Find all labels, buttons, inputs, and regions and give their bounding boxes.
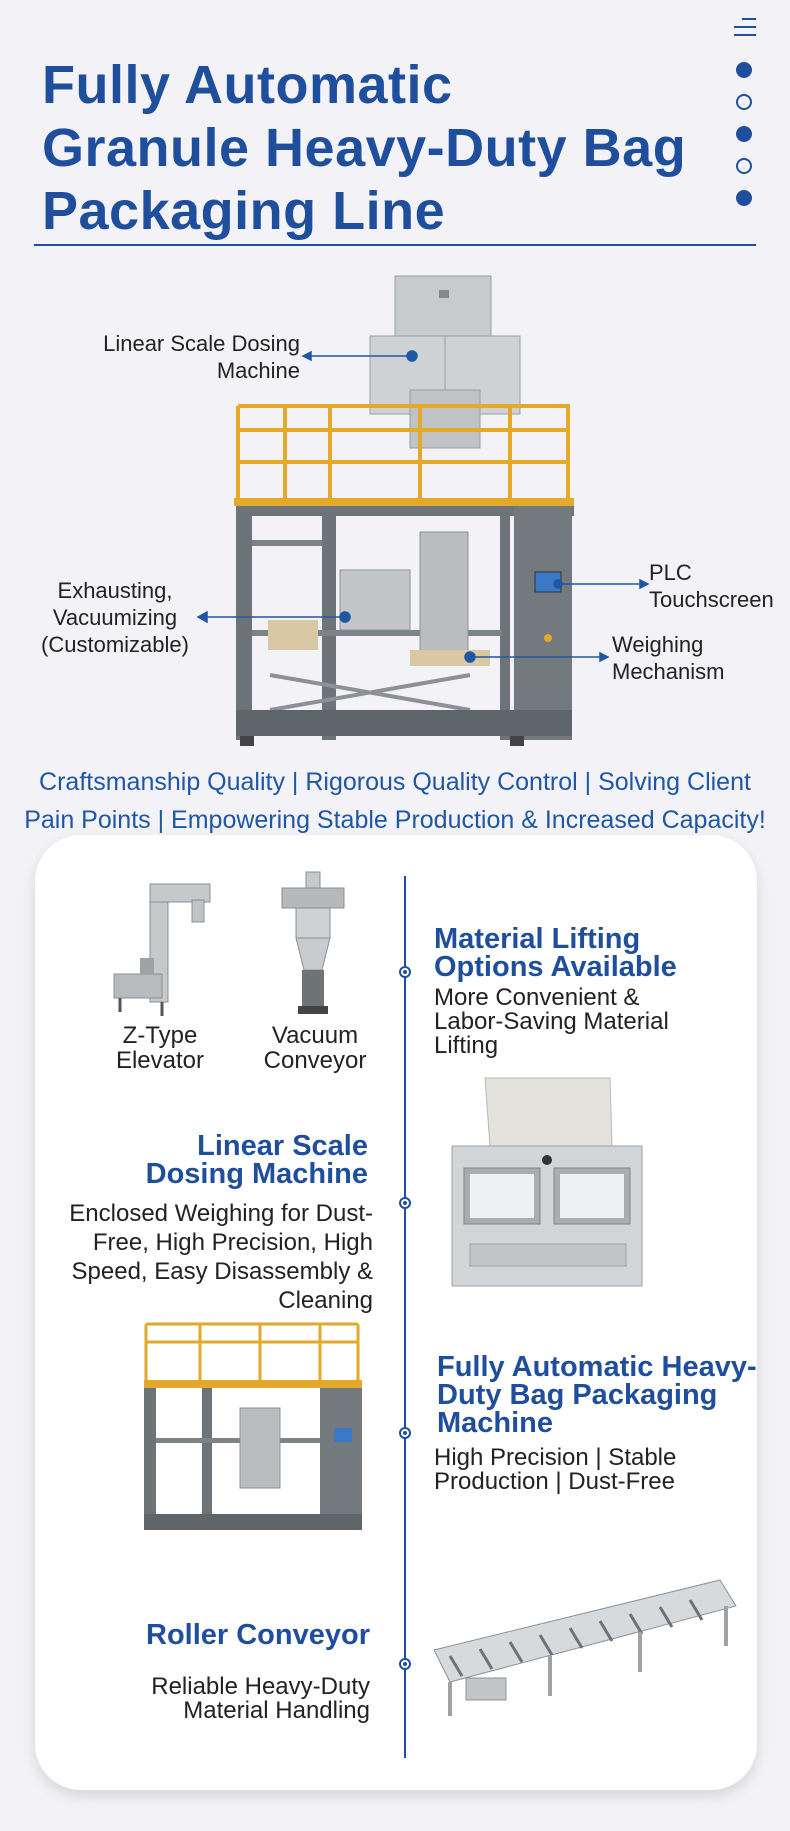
title-line: Machine: [437, 1407, 554, 1439]
callout-line: Weighing: [612, 632, 704, 657]
title-line: Duty Bag Packaging: [437, 1379, 718, 1411]
desc-line: Speed, Easy Disassembly &: [71, 1258, 373, 1285]
z-type-elevator-label: [100, 1023, 220, 1073]
slogan: [0, 763, 790, 839]
callout-line: Machine: [216, 358, 300, 383]
page-indicator: [736, 62, 758, 222]
callout-exhausting: [30, 577, 200, 658]
menu-icon[interactable]: [730, 16, 756, 38]
label-line: Elevator: [115, 1047, 205, 1074]
lifting-title: [434, 925, 754, 981]
linear-scale-description: [50, 1199, 373, 1315]
callout-line: Exhausting,: [57, 578, 173, 603]
bag-packaging-machine-image: [140, 1318, 365, 1536]
roller-conveyor-description: [70, 1675, 370, 1723]
callout-line: (Customizable): [41, 632, 189, 657]
callout-linear-scale: [60, 330, 300, 384]
lifting-description: [434, 986, 754, 1058]
vacuum-conveyor-label: [250, 1023, 380, 1073]
linear-scale-title: [70, 1132, 368, 1188]
timeline-node: [399, 1197, 411, 1209]
desc-line: Lifting: [434, 1032, 499, 1059]
page-dot[interactable]: [736, 190, 752, 206]
page-title: [42, 54, 702, 243]
bag-machine-title: [437, 1353, 767, 1437]
title-line: Linear Scale: [197, 1130, 368, 1162]
callout-line: Mechanism: [612, 659, 725, 684]
title-line: Fully Automatic: [42, 55, 453, 115]
label-line: Z-Type: [122, 1022, 198, 1049]
title-line: Dosing Machine: [145, 1158, 368, 1190]
slogan-line: Pain Points | Empowering Stable Production & Increased Capacity!: [24, 806, 766, 834]
callout-line: PLC: [649, 560, 692, 585]
linear-scale-image: [450, 1076, 645, 1296]
timeline-node: [399, 966, 411, 978]
roller-conveyor-title: [70, 1621, 370, 1649]
page-dot[interactable]: [736, 126, 752, 142]
roller-conveyor-image: [430, 1566, 740, 1736]
page-dot[interactable]: [736, 158, 752, 174]
desc-line: Reliable Heavy-Duty: [151, 1673, 370, 1700]
desc-line: Production | Dust-Free: [434, 1468, 675, 1495]
desc-line: More Convenient &: [434, 984, 640, 1011]
desc-line: High Precision | Stable: [434, 1444, 677, 1471]
title-line: Packaging Line: [42, 181, 446, 241]
slogan-line: Craftsmanship Quality | Rigorous Quality Control | Solving Client: [39, 768, 751, 796]
callout-weighing: [612, 631, 762, 685]
callout-line: Vacuumizing: [52, 605, 178, 630]
page-dot[interactable]: [736, 62, 752, 78]
desc-line: Free, High Precision, High: [92, 1229, 373, 1256]
title-line: Material Lifting: [434, 923, 641, 955]
desc-line: Enclosed Weighing for Dust-: [69, 1200, 373, 1227]
title-line: Fully Automatic Heavy-: [437, 1351, 757, 1383]
label-line: Conveyor: [263, 1047, 367, 1074]
title-line: Options Available: [434, 951, 677, 983]
timeline-node: [399, 1427, 411, 1439]
timeline-line: [404, 876, 406, 1758]
desc-line: Cleaning: [278, 1287, 373, 1314]
page-dot[interactable]: [736, 94, 752, 110]
title-line: Roller Conveyor: [146, 1619, 370, 1651]
label-line: Vacuum: [271, 1022, 359, 1049]
desc-line: Labor-Saving Material: [434, 1008, 669, 1035]
desc-line: Material Handling: [183, 1697, 370, 1724]
callout-plc-touchscreen: [649, 559, 789, 613]
vacuum-conveyor-image: [268, 870, 358, 1018]
callout-line: Linear Scale Dosing: [103, 331, 300, 356]
z-type-elevator-image: [110, 878, 215, 1020]
title-divider: [34, 244, 756, 246]
title-line: Granule Heavy-Duty Bag: [42, 118, 687, 178]
bag-machine-description: [434, 1446, 764, 1494]
callout-line: Touchscreen: [649, 587, 774, 612]
timeline-node: [399, 1658, 411, 1670]
